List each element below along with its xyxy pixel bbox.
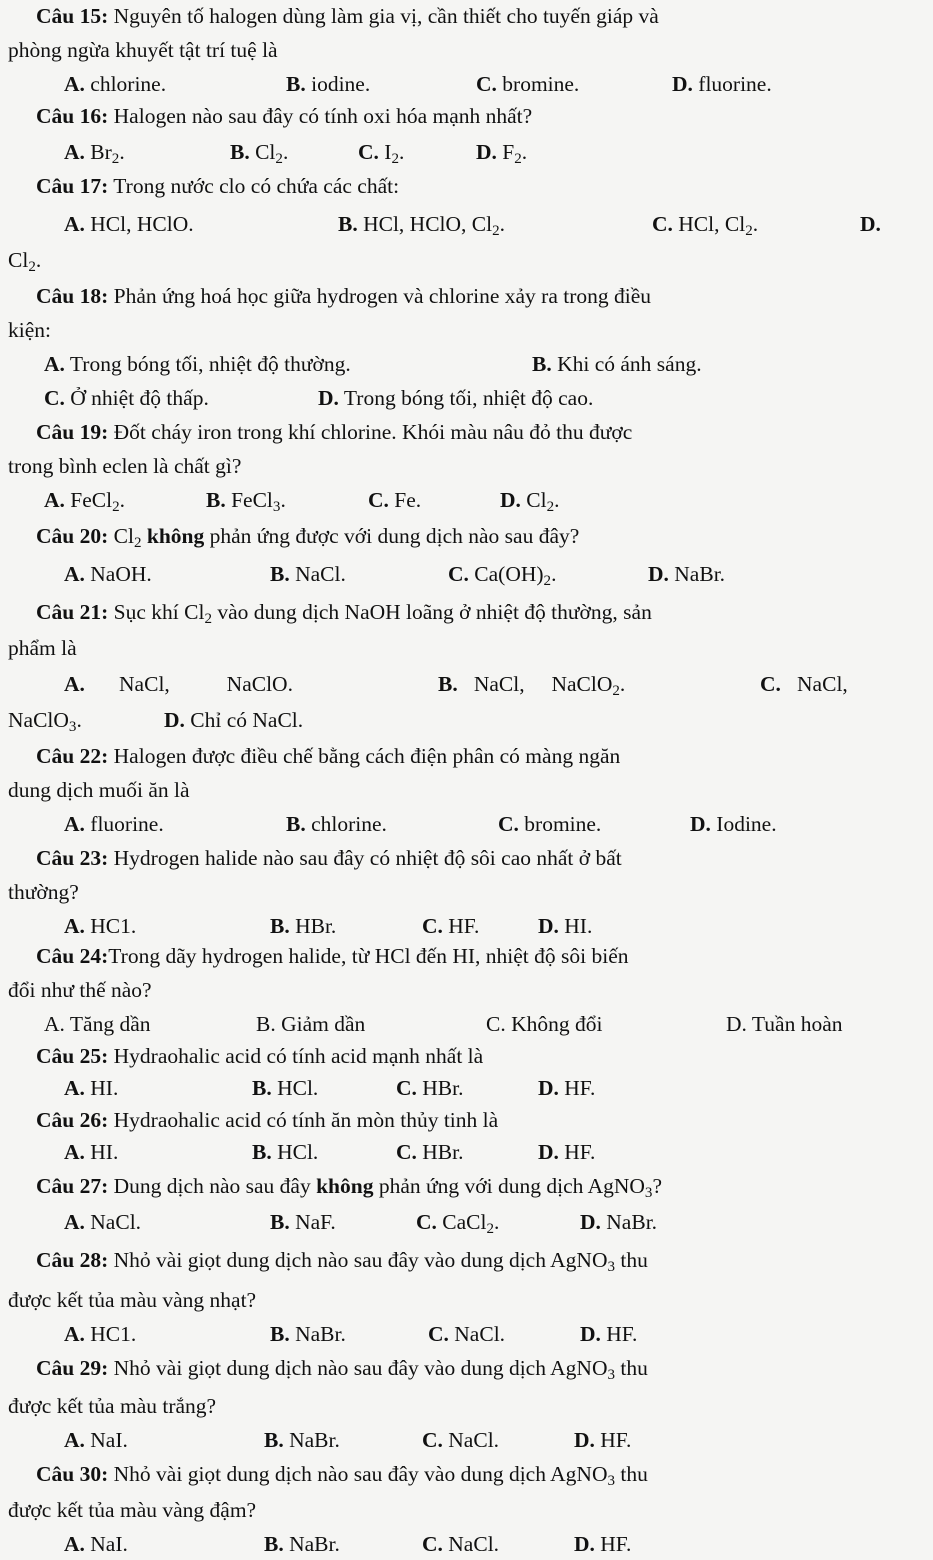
option-b[interactable]: B. chlorine.: [286, 812, 387, 836]
option-b[interactable]: B. NaCl.: [270, 562, 346, 586]
option-c[interactable]: C. NaCl,: [760, 672, 848, 696]
option-b[interactable]: B. HCl.: [252, 1140, 319, 1164]
question-18: Câu 18: Phản ứng hoá học giữa hydrogen và chlorine xảy ra trong điều: [36, 284, 652, 308]
option-c[interactable]: C. HF.: [422, 914, 480, 938]
question-text-cont: phòng ngừa khuyết tật trí tuệ là: [8, 38, 278, 62]
option-a[interactable]: A. $Br_2$.: [64, 140, 125, 167]
question-number: Câu 15:: [36, 4, 109, 28]
option-c[interactable]: C. HCl, $Cl_2$.: [652, 212, 759, 239]
option-b[interactable]: B. NaBr.: [270, 1322, 346, 1346]
question-22: Câu 22: Halogen được điều chế bằng cách điện phân có màng ngăn: [36, 744, 621, 768]
option-b[interactable]: B. NaCl, NaClO$_2$.: [438, 672, 626, 699]
option-d[interactable]: D. $Cl_2$.: [500, 488, 560, 515]
question-17: Câu 17: Trong nước clo có chứa các chất:: [36, 174, 400, 198]
option-a[interactable]: A. NaCl, NaClO.: [64, 672, 293, 696]
question-27: Câu 27: Dung dịch nào sau đây không phản ứng với dung dịch AgNO$_3$?: [36, 1174, 662, 1201]
option-d[interactable]: D.: [860, 212, 881, 236]
option-c[interactable]: C. $I_2$.: [358, 140, 405, 167]
option-c[interactable]: C. Ở nhiệt độ thấp.: [44, 386, 209, 410]
question-text-cont: được kết tủa màu trắng?: [8, 1394, 217, 1418]
option-a[interactable]: A. NaCl.: [64, 1210, 142, 1234]
question-21: Câu 21: Sục khí $Cl_2$ vào dung dịch NaOH loãng ở nhiệt độ thường, sản: [36, 600, 652, 627]
option-d[interactable]: D. fluorine.: [672, 72, 772, 96]
option-a[interactable]: A. HCl, HClO.: [64, 212, 194, 236]
option-a[interactable]: A. NaOH.: [64, 562, 152, 586]
question-30: Câu 30: Nhỏ vài giọt dung dịch nào sau đây vào dung dịch AgNO$_3$ thu: [36, 1462, 648, 1489]
question-text-cont: dung dịch muối ăn là: [8, 778, 190, 802]
option-d[interactable]: D. HF.: [574, 1428, 632, 1452]
question-26: Câu 26: Hydraohalic acid có tính ăn mòn thủy tinh là: [36, 1108, 499, 1132]
question-text-cont: phẩm là: [8, 636, 77, 660]
option-b[interactable]: B. HCl, HClO, $Cl_2$.: [338, 212, 506, 239]
question-19: Câu 19: Đốt cháy iron trong khí chlorine. Khói màu nâu đỏ thu được: [36, 420, 633, 444]
option-c[interactable]: C. NaCl.: [422, 1428, 500, 1452]
question-text-cont: trong bình eclen là chất gì?: [8, 454, 242, 478]
option-d[interactable]: D. Iodine.: [690, 812, 777, 836]
option-c[interactable]: C. HBr.: [396, 1076, 464, 1100]
option-c[interactable]: C. bromine.: [476, 72, 580, 96]
question-text-cont: thường?: [8, 880, 79, 904]
question-20: Câu 20: $Cl_2$ không phản ứng được với dung dịch nào sau đây?: [36, 524, 580, 551]
option-d[interactable]: D. $F_2$.: [476, 140, 528, 167]
option-b[interactable]: B. NaBr.: [264, 1428, 340, 1452]
question-text-cont: đổi như thế nào?: [8, 978, 152, 1002]
option-d[interactable]: D. NaBr.: [648, 562, 726, 586]
option-b[interactable]: B. NaBr.: [264, 1532, 340, 1556]
option-b[interactable]: B. FeCl$_3$.: [206, 488, 286, 515]
option-c[interactable]: C. CaCl$_2$.: [416, 1210, 500, 1237]
option-a[interactable]: A. HI.: [64, 1140, 119, 1164]
question-text-cont: được kết tủa màu vàng nhạt?: [8, 1288, 257, 1312]
option-b[interactable]: B. iodine.: [286, 72, 371, 96]
option-d[interactable]: D. NaBr.: [580, 1210, 658, 1234]
option-c[interactable]: C. $Ca(OH)_2$.: [448, 562, 557, 589]
option-c[interactable]: C. Không đổi: [486, 1012, 603, 1036]
option-a[interactable]: A. FeCl$_2$.: [44, 488, 126, 515]
question-16: Câu 16: Halogen nào sau đây có tính oxi hóa mạnh nhất?: [36, 104, 533, 128]
question-23: Câu 23: Hydrogen halide nào sau đây có nhiệt độ sôi cao nhất ở bất: [36, 846, 622, 870]
option-b[interactable]: B. Khi có ánh sáng.: [532, 352, 702, 376]
option-d[interactable]: D. HI.: [538, 914, 593, 938]
option-b[interactable]: B. $Cl_2$.: [230, 140, 289, 167]
option-c[interactable]: C. bromine.: [498, 812, 602, 836]
option-d[interactable]: D. Chỉ có NaCl.: [164, 708, 304, 732]
option-a[interactable]: A. NaI.: [64, 1428, 128, 1452]
option-a[interactable]: A. Tăng dần: [44, 1012, 151, 1036]
option-d[interactable]: D. Trong bóng tối, nhiệt độ cao.: [318, 386, 594, 410]
option-b[interactable]: B. HCl.: [252, 1076, 319, 1100]
option-a[interactable]: A. HI.: [64, 1076, 119, 1100]
option-c-value[interactable]: NaClO$_3$.: [8, 708, 82, 735]
question-15: Câu 15: Nguyên tố halogen dùng làm gia vị, cần thiết cho tuyến giáp và: [36, 4, 659, 28]
option-d[interactable]: D. HF.: [538, 1076, 596, 1100]
option-c[interactable]: C. NaCl.: [428, 1322, 506, 1346]
option-d[interactable]: D. HF.: [538, 1140, 596, 1164]
question-24: Câu 24:Trong dãy hydrogen halide, từ HCl đến HI, nhiệt độ sôi biến: [36, 944, 629, 968]
option-a[interactable]: A. fluorine.: [64, 812, 164, 836]
question-28: Câu 28: Nhỏ vài giọt dung dịch nào sau đây vào dung dịch AgNO$_3$ thu: [36, 1248, 648, 1275]
option-c[interactable]: C. NaCl.: [422, 1532, 500, 1556]
question-25: Câu 25: Hydraohalic acid có tính acid mạnh nhất là: [36, 1044, 484, 1068]
option-d-value[interactable]: $Cl_2$.: [8, 248, 42, 275]
option-a[interactable]: A. Trong bóng tối, nhiệt độ thường.: [44, 352, 351, 376]
question-text-cont: kiện:: [8, 318, 51, 342]
option-b[interactable]: B. HBr.: [270, 914, 337, 938]
option-c[interactable]: C. Fe.: [368, 488, 422, 512]
option-b[interactable]: B. NaF.: [270, 1210, 336, 1234]
option-d[interactable]: D. HF.: [580, 1322, 638, 1346]
option-a[interactable]: A. chlorine.: [64, 72, 167, 96]
option-b[interactable]: B. Giảm dần: [256, 1012, 366, 1036]
question-29: Câu 29: Nhỏ vài giọt dung dịch nào sau đây vào dung dịch AgNO$_3$ thu: [36, 1356, 648, 1383]
option-a[interactable]: A. HC1.: [64, 1322, 137, 1346]
question-text-cont: được kết tủa màu vàng đậm?: [8, 1498, 257, 1522]
option-a[interactable]: A. NaI.: [64, 1532, 128, 1556]
option-c[interactable]: C. HBr.: [396, 1140, 464, 1164]
option-a[interactable]: A. HC1.: [64, 914, 137, 938]
option-d[interactable]: D. Tuần hoàn: [726, 1012, 843, 1036]
option-d[interactable]: D. HF.: [574, 1532, 632, 1556]
